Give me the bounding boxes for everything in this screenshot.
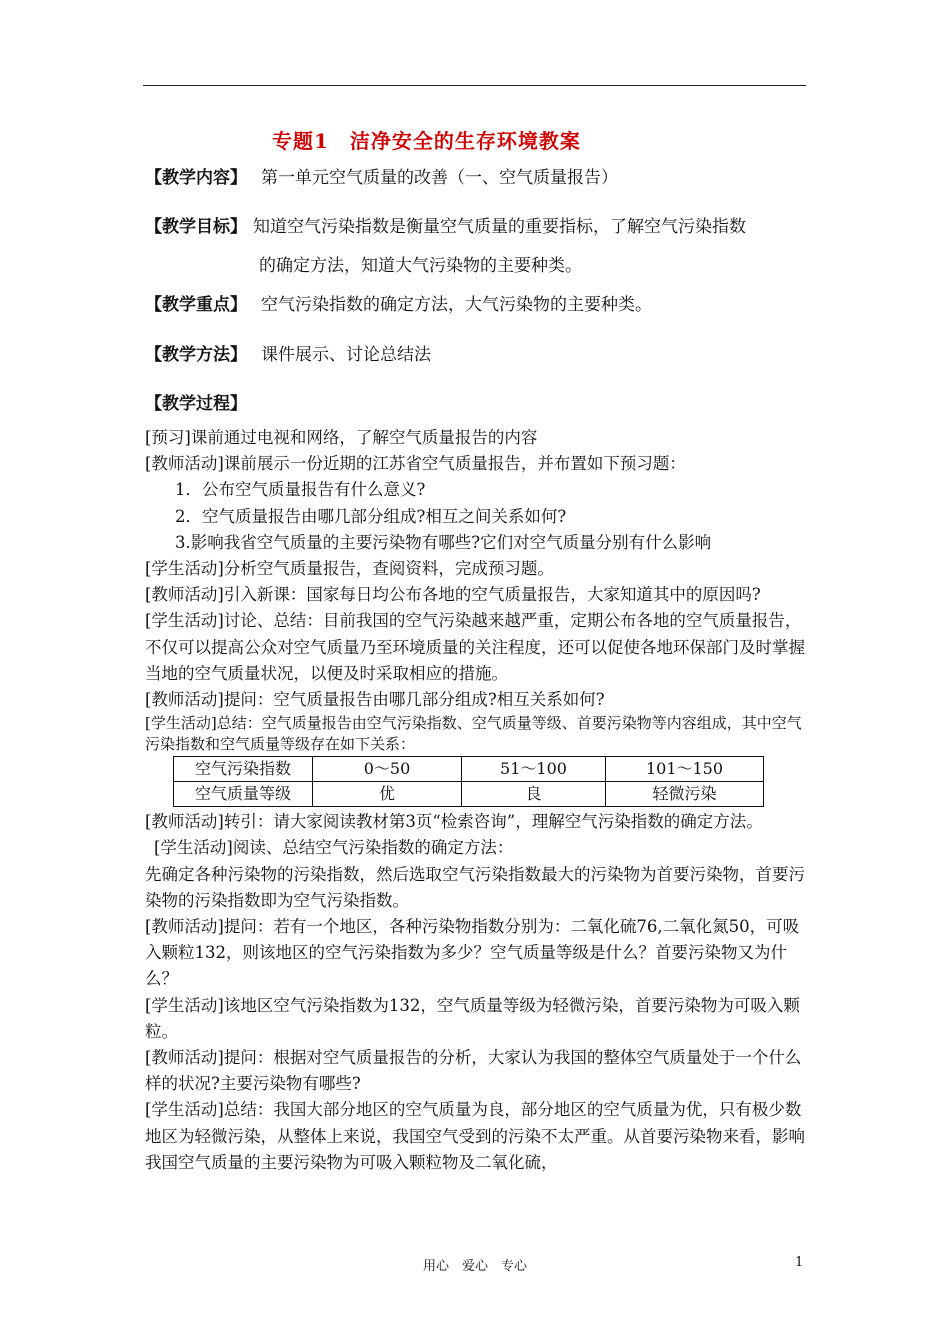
section-content	[145, 163, 618, 188]
paragraph: [学生活动]分析空气质量报告，查阅资料，完成预习题。	[145, 559, 554, 579]
section-goal	[145, 212, 815, 276]
section-method	[145, 340, 431, 365]
table-cell: 空气污染指数	[174, 757, 313, 782]
table-cell: 良	[462, 782, 606, 807]
section-process	[145, 389, 247, 414]
section-text: 第一单元空气质量的改善（一、空气质量报告）	[261, 168, 618, 188]
table-cell: 空气质量等级	[174, 782, 313, 807]
section-text: 知道空气污染指数是衡量空气质量的重要指标，了解空气污染指数	[253, 217, 746, 237]
header-rule	[143, 85, 806, 86]
paragraph: [学生活动]该地区空气污染指数为132，空气质量等级为轻微污染，首要污染物为可吸入颗粒。	[145, 995, 800, 1041]
section-text-continued: 的确定方法，知道大气污染物的主要种类。	[259, 256, 582, 276]
footer-motto: 用心 爱心 专心	[422, 1259, 527, 1274]
section-text: 空气污染指数的确定方法，大气污染物的主要种类。	[261, 295, 652, 315]
paragraph: [学生活动]阅读、总结空气污染指数的确定方法：	[154, 838, 514, 858]
question-item: 3.影响我省空气质量的主要污染物有哪些?它们对空气质量分别有什么影响	[175, 532, 712, 552]
air-quality-table	[173, 756, 764, 807]
section-label: 【教学目标】	[145, 217, 247, 237]
section-focus	[145, 290, 652, 315]
paragraph: [教师活动]课前展示一份近期的江苏省空气质量报告，并布置如下预习题：	[145, 454, 686, 474]
question-item: 2．空气质量报告由哪几部分组成?相互之间关系如何?	[175, 506, 567, 526]
table-row	[174, 782, 764, 807]
page-number: 1	[795, 1255, 804, 1270]
section-label: 【教学重点】	[145, 295, 247, 315]
paragraph: [学生活动]总结：我国大部分地区的空气质量为良，部分地区的空气质量为优，只有极少数地区为轻微污染，从整体上来说，我国空气受到的污染不太严重。从首要污染物来看，影响我国空气质量的主要污染物为可吸入颗粒物及二氧化硫，	[145, 1100, 805, 1172]
table-cell: 轻微污染	[606, 782, 764, 807]
table-cell: 101～150	[606, 757, 764, 782]
paragraph: [教师活动]转引：请大家阅读教材第3页“检索咨询”，理解空气污染指数的确定方法。	[145, 812, 763, 832]
table-cell: 51～100	[462, 757, 606, 782]
paragraph: [教师活动]提问：根据对空气质量报告的分析，大家认为我国的整体空气质量处于一个什么样的状况?主要污染物有哪些?	[145, 1048, 802, 1094]
paragraph: [教师活动]提问：空气质量报告由哪几部分组成?相互关系如何?	[145, 690, 605, 710]
question-item: 1．公布空气质量报告有什么意义?	[175, 480, 426, 500]
paragraph: [教师活动]引入新课：国家每日均公布各地的空气质量报告，大家知道其中的原因吗?	[145, 585, 761, 605]
paragraph: [教师活动]提问：若有一个地区，各种污染物指数分别为：二氧化硫76,二氧化氮50，可吸入颗粒132，则该地区的空气污染指数为多少？空气质量等级是什么？首要污染物又为什么？	[145, 917, 800, 989]
document-title: 专题1 洁净安全的生存环境教案	[272, 129, 581, 153]
table-cell: 0～50	[313, 757, 462, 782]
table-cell: 优	[313, 782, 462, 807]
table-row	[174, 757, 764, 782]
section-text: 课件展示、讨论总结法	[261, 345, 431, 365]
paragraph: 先确定各种污染物的污染指数，然后选取空气污染指数最大的污染物为首要污染物，首要污染物的污染指数即为空气污染指数。	[145, 864, 805, 910]
paragraph: [预习]课前通过电视和网络，了解空气质量报告的内容	[145, 428, 538, 447]
section-label: 【教学内容】	[145, 168, 247, 188]
paragraph: [学生活动]讨论、总结：目前我国的空气污染越来越严重，定期公布各地的空气质量报告，不仅可以提高公众对空气质量乃至环境质量的关注程度，还可以促使各地环保部门及时掌握当地的空气质量状况，以便及时采取相应的措施。	[145, 611, 805, 683]
paragraph: [学生活动]总结：空气质量报告由空气污染指数、空气质量等级、首要污染物等内容组成，其中空气污染指数和空气质量等级存在如下关系：	[145, 714, 802, 754]
lesson-body	[145, 425, 808, 1176]
section-label: 【教学过程】	[145, 394, 247, 414]
section-label: 【教学方法】	[145, 345, 247, 365]
